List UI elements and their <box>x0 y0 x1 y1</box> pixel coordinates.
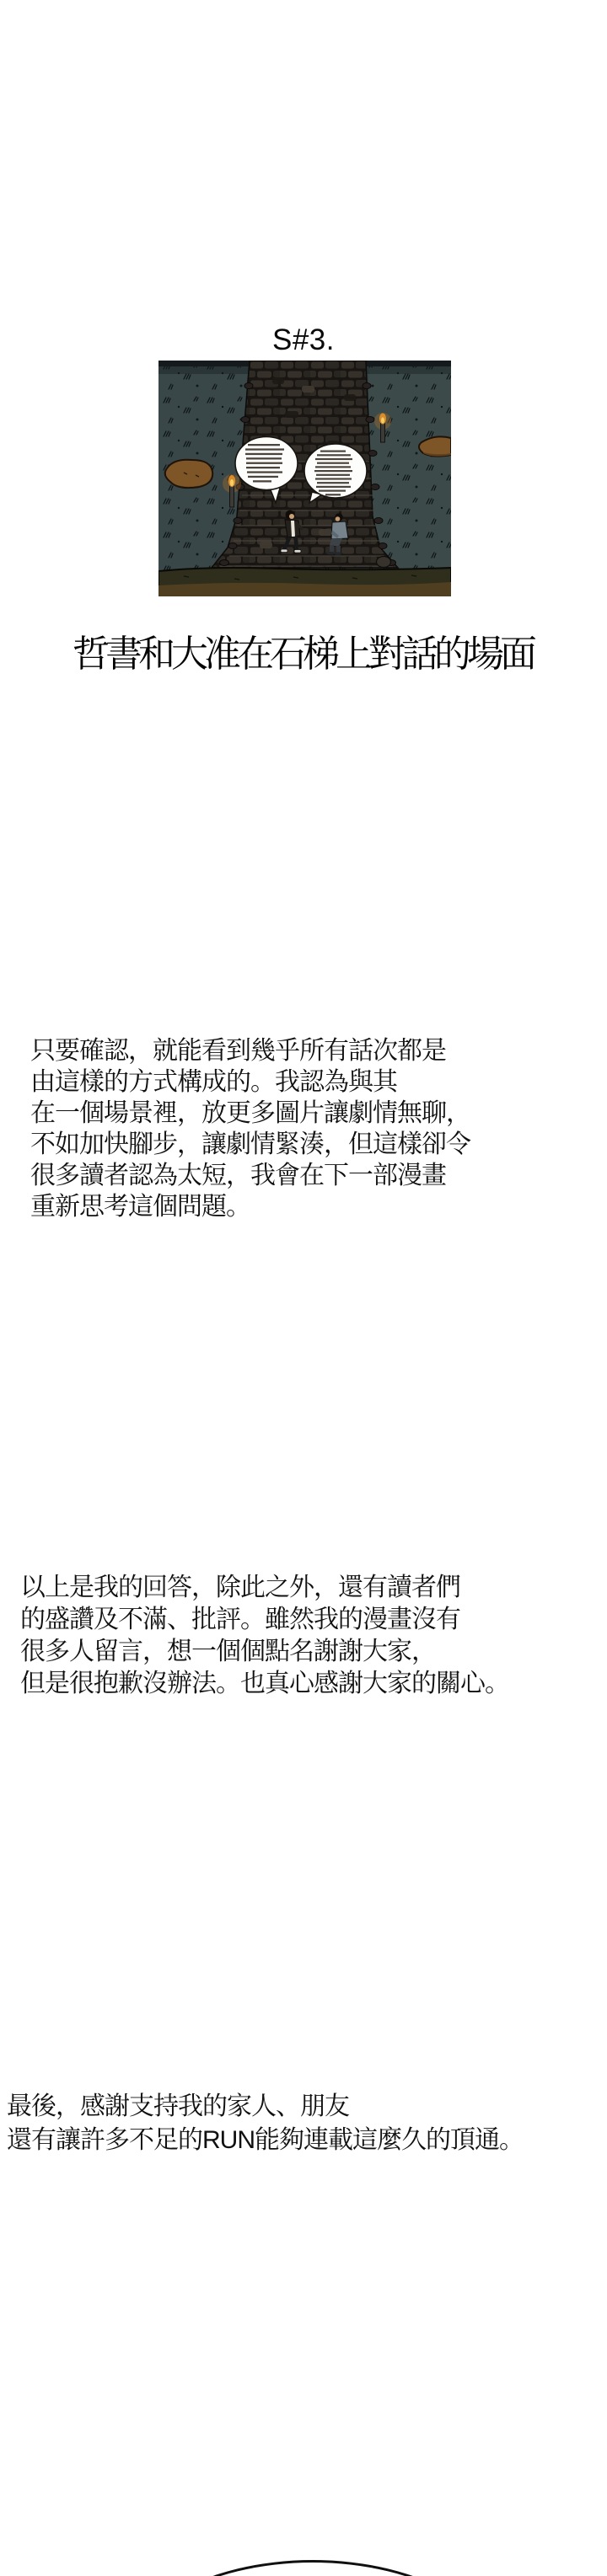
text-line: 很多人留言，想一個個點名謝謝大家， <box>20 1638 436 1665</box>
scene-label: S#3. <box>272 323 335 356</box>
text-line: 的盛讚及不滿、批評。雖然我的漫畫沒有 <box>20 1606 460 1633</box>
text-line: 由這樣的方式構成的。我認為與其 <box>30 1068 397 1096</box>
text-line: 很多讀者認為太短，我會在下一部漫畫 <box>30 1162 446 1189</box>
text-line: 不如加快腳步，讓劇情緊湊，但這樣卻令 <box>30 1130 470 1158</box>
text-line: 最後，感謝支持我的家人、朋友 <box>7 2092 349 2120</box>
text-line: 還有讓許多不足的RUN能夠連載這麼久的頂通。 <box>7 2126 524 2154</box>
next-panel-bubble-arc <box>114 2560 512 2576</box>
paragraph-1 <box>30 1035 470 1222</box>
text-line: 只要確認，就能看到幾乎所有話次都是 <box>30 1037 446 1065</box>
rock <box>377 557 391 568</box>
text-line: 重新思考這個問題。 <box>30 1193 250 1221</box>
text-line: 但是很抱歉沒辦法。也真心感謝大家的關心。 <box>20 1670 509 1697</box>
dirt-patch-left <box>165 460 212 488</box>
text-line: 在一個場景裡，放更多圖片讓劇情無聊， <box>30 1099 470 1127</box>
paragraph-2 <box>20 1572 509 1700</box>
text-line: 以上是我的回答，除此之外，還有讀者們 <box>20 1574 460 1601</box>
scene-caption: 哲書和大准在石梯上對話的場面 <box>73 633 533 675</box>
paragraph-3 <box>7 2090 524 2157</box>
comic-panel <box>158 361 451 596</box>
